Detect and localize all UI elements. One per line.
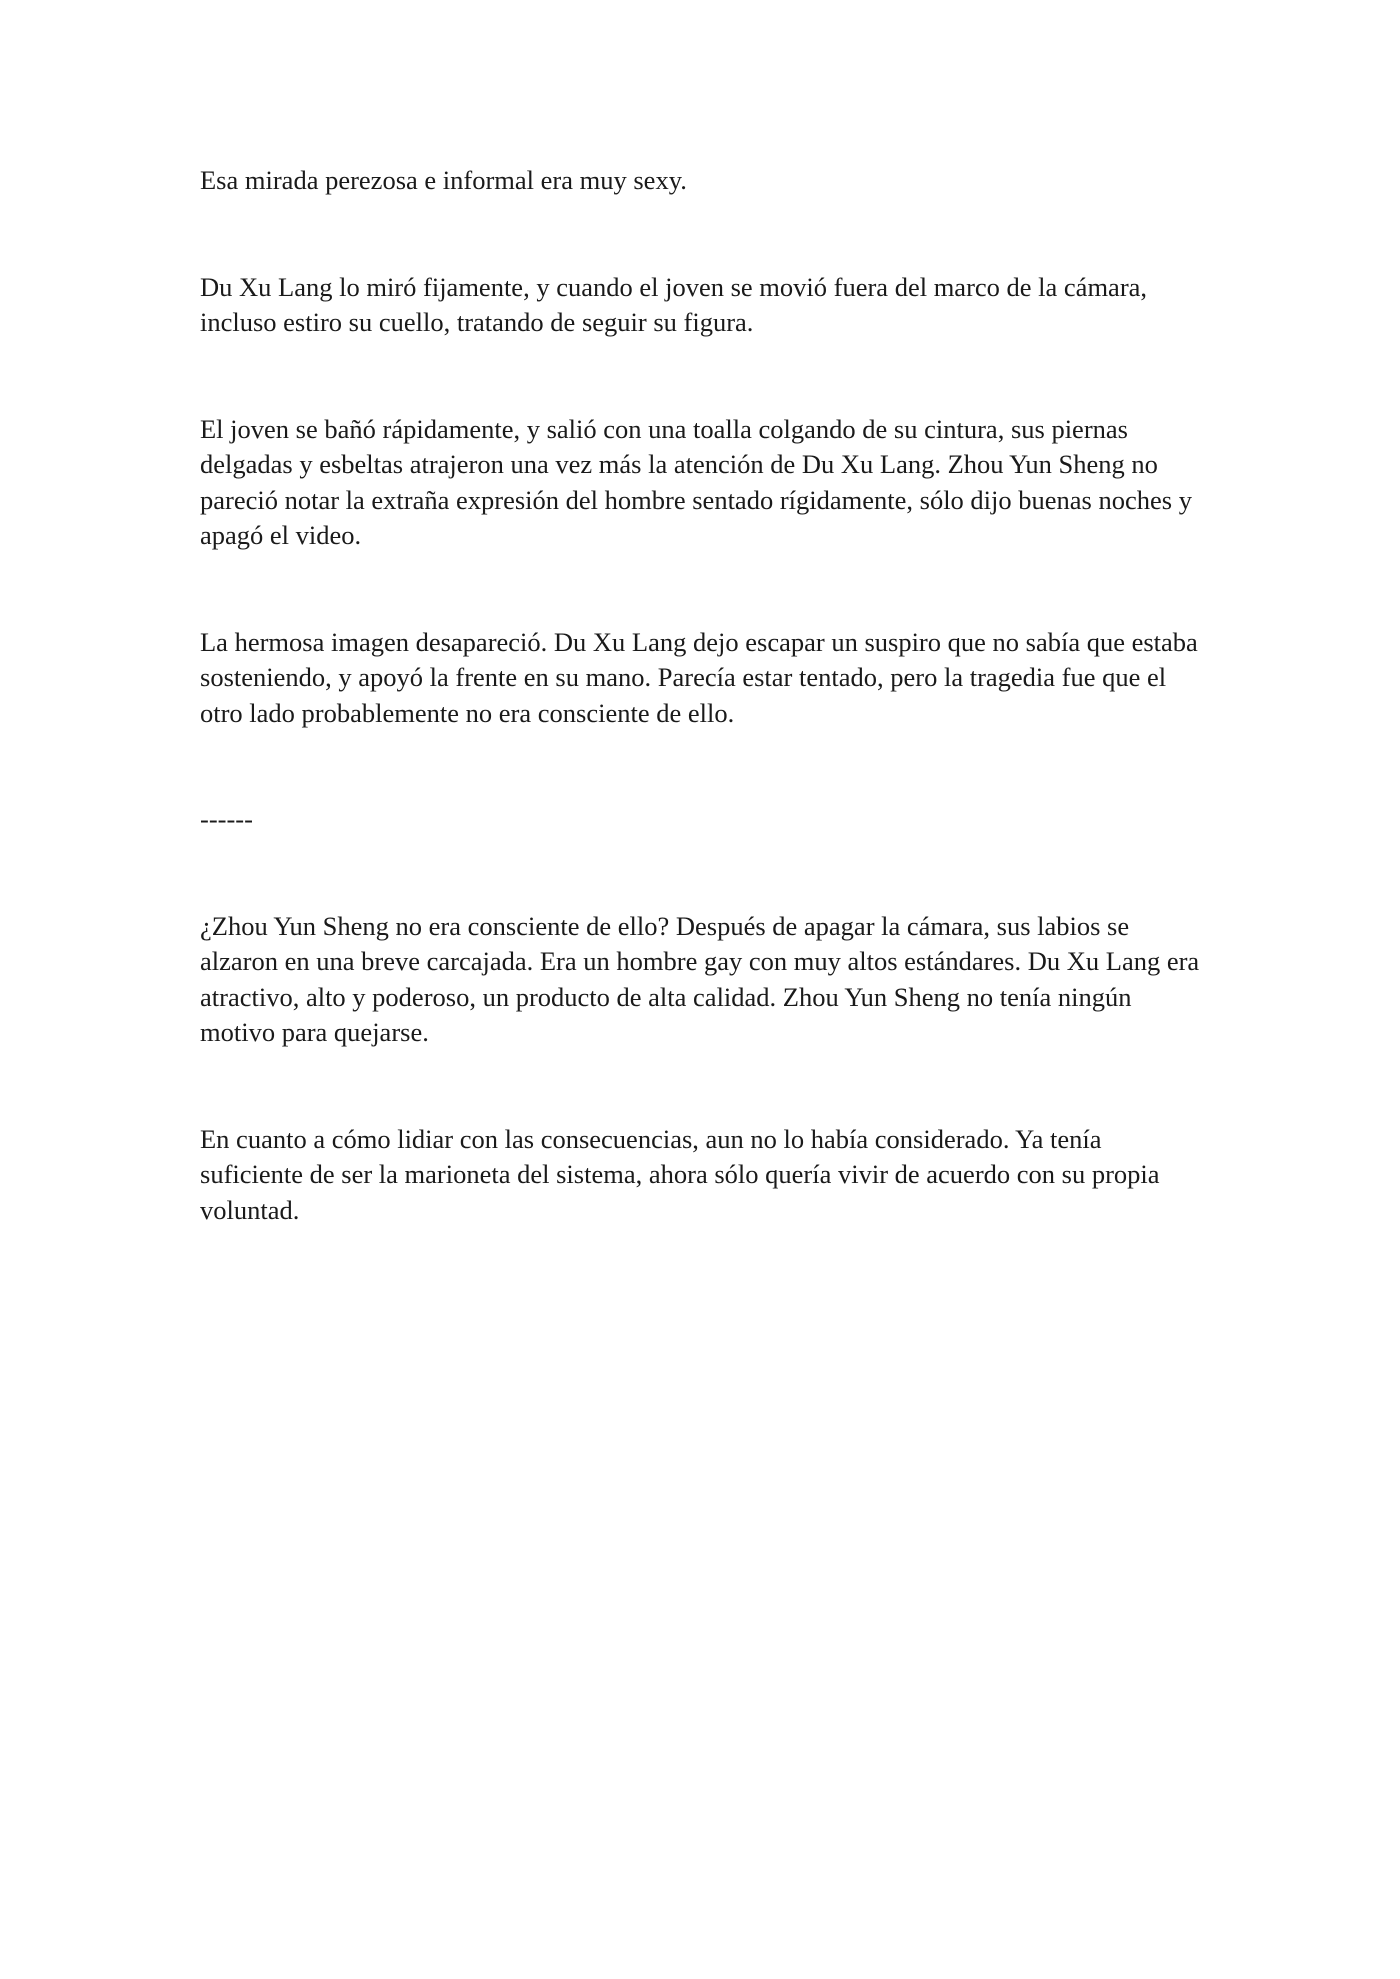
paragraph-2: Du Xu Lang lo miró fijamente, y cuando el joven se movió fuera del marco de la cámara, incluso estiro su cuello, tratando de seguir su figura. (200, 271, 1148, 337)
paragraph-gap (200, 199, 1210, 270)
paragraph-gap (200, 1051, 1210, 1122)
paragraph-5: ¿Zhou Yun Sheng no era consciente de ello? Después de apagar la cámara, sus labios se alzaron en una breve carcajada. Era un hombre gay con muy altos estándares. Du Xu Lang era atractivo, alto y poderoso, un producto de alta calidad. Zhou Yun Sheng no tenía ningún motivo para quejarse. (200, 910, 1200, 1047)
paragraph-3: El joven se bañó rápidamente, y salió con una toalla colgando de su cintura, sus piernas delgadas y esbeltas atrajeron una vez más la atención de Du Xu Lang. Zhou Yun Sheng no pareció notar la extraña expresión del hombre sentado rígidamente, sólo dijo buenas noches y apagó el video. (200, 413, 1192, 550)
paragraph-6: En cuanto a cómo lidiar con las consecuencias, aun no lo había considerado. Ya tenía suficiente de ser la marioneta del sistema, ahora sólo quería vivir de acuerdo con su propia voluntad. (200, 1123, 1160, 1225)
paragraph-1: Esa mirada perezosa e informal era muy sexy. (200, 165, 687, 195)
scene-break: ------ (200, 804, 253, 834)
document-body (200, 163, 1210, 1228)
paragraph-gap (200, 838, 1210, 909)
paragraph-gap (200, 341, 1210, 412)
paragraph-gap (200, 554, 1210, 625)
paragraph-gap (200, 731, 1210, 802)
paragraph-4: La hermosa imagen desapareció. Du Xu Lang dejo escapar un suspiro que no sabía que estaba sosteniendo, y apoyó la frente en su mano. Parecía estar tentado, pero la tragedia fue que el otro lado probablemente no era consciente de ello. (200, 626, 1198, 728)
